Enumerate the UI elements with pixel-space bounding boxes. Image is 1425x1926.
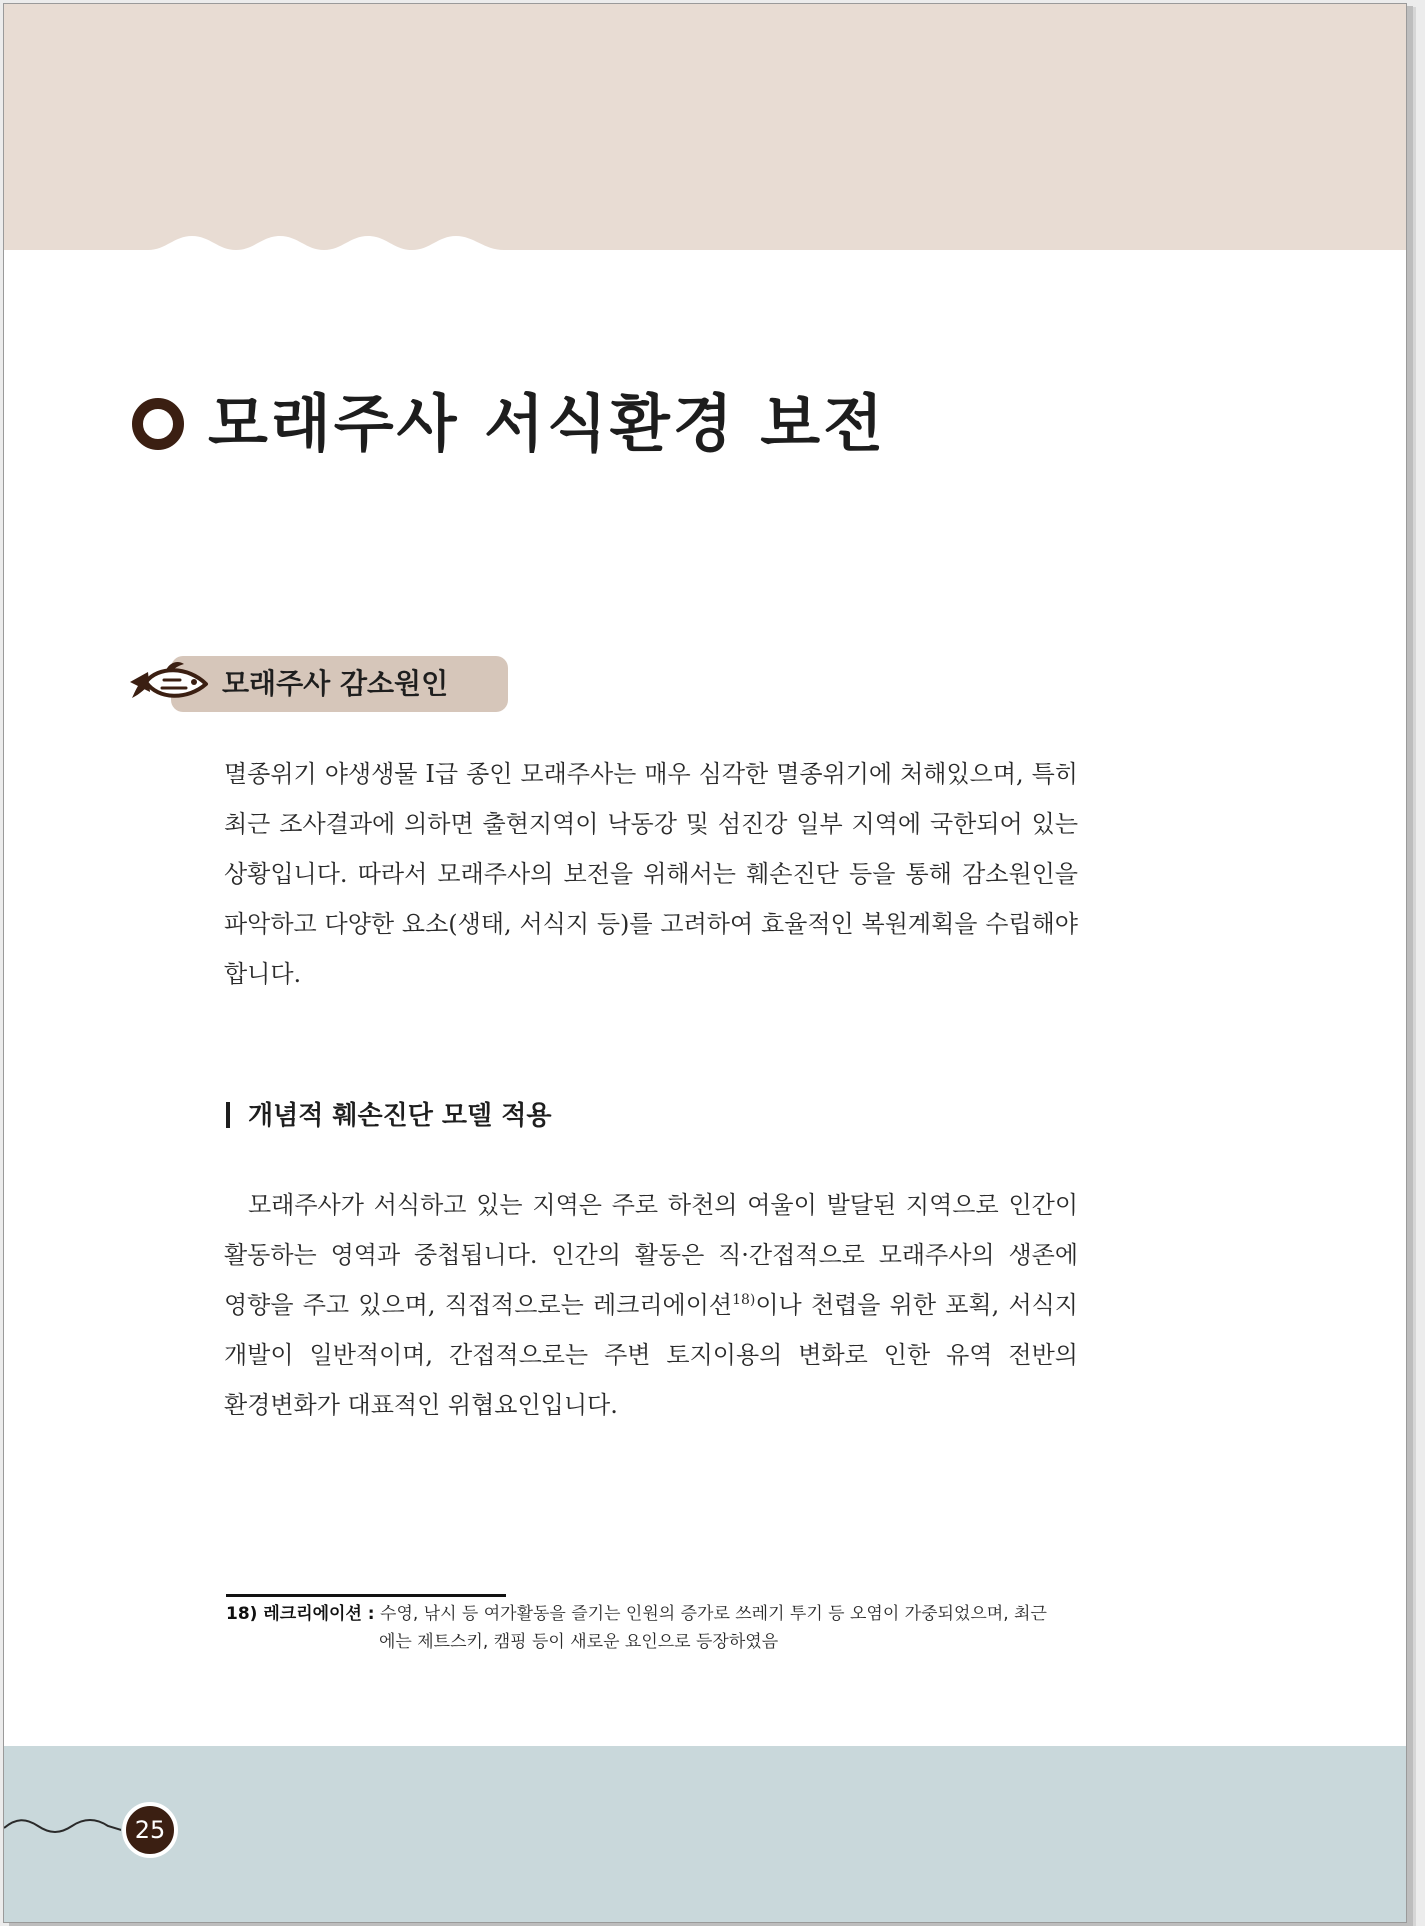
footnote-line-1 — [226, 1600, 1080, 1628]
bottom-band — [4, 1746, 1406, 1922]
page-number: 25 — [122, 1802, 178, 1858]
paragraph-threats-part2: 이나 천렵을 위한 포획, 서식지 개발이 일반적이며, 간접적으로는 주변 토지이용의 변화로 인한 유역 전반의 환경변화가 대표적인 위협요인입니다. — [224, 1291, 1078, 1419]
footnote-text-1: 수영, 낚시 등 여가활동을 즐기는 인원의 증가로 쓰레기 투기 등 오염이 가중되었으며, 최근 — [380, 1604, 1047, 1624]
top-wave-band — [4, 4, 1406, 254]
footnote-term: 18) 레크리에이션 : — [226, 1604, 375, 1624]
subheading — [226, 1096, 551, 1136]
section-label: 모래주사 감소원인 — [222, 667, 449, 700]
document-page — [3, 3, 1407, 1923]
footnote-ref: 18) — [732, 1292, 756, 1308]
fish-icon — [126, 658, 212, 710]
subheading-text: 개념적 훼손진단 모델 적용 — [248, 1101, 552, 1131]
title-block — [132, 384, 886, 464]
paragraph-threats — [224, 1180, 1078, 1430]
footnote-divider — [226, 1594, 506, 1597]
footnote-line-2 — [226, 1628, 1080, 1656]
footnote-text-2: 에는 제트스키, 캠핑 등이 새로운 요인으로 등장하였음 — [379, 1632, 779, 1652]
page-title: 모래주사 서식환경 보전 — [208, 387, 887, 460]
paragraph-threats-part1: 모래주사가 서식하고 있는 지역은 주로 하천의 여울이 발달된 지역으로 인간이 활동하는 영역과 중첩됩니다. 인간의 활동은 직·간접적으로 모래주사의 생존에 영향을 주고 있으며, 직접적으로는 레크리에이션 — [224, 1191, 1078, 1319]
footnote — [226, 1600, 1080, 1656]
bottom-wave-line — [4, 1804, 134, 1844]
paragraph-decline-causes: 멸종위기 야생생물 I급 종인 모래주사는 매우 심각한 멸종위기에 처해있으며, 특히 최근 조사결과에 의하면 출현지역이 낙동강 및 섬진강 일부 지역에 국한되어 있는 상황입니다. 따라서 모래주사의 보전을 위해서는 훼손진단 등을 통해 감소원인을 파악하고 다양한 요소(생태, 서식지 등)를 고려하여 효율적인 복원계획을 수립해야 합니다. — [224, 760, 1078, 988]
section-header — [126, 654, 508, 714]
subheading-bar — [226, 1102, 230, 1128]
circle-bullet-icon — [132, 398, 184, 450]
